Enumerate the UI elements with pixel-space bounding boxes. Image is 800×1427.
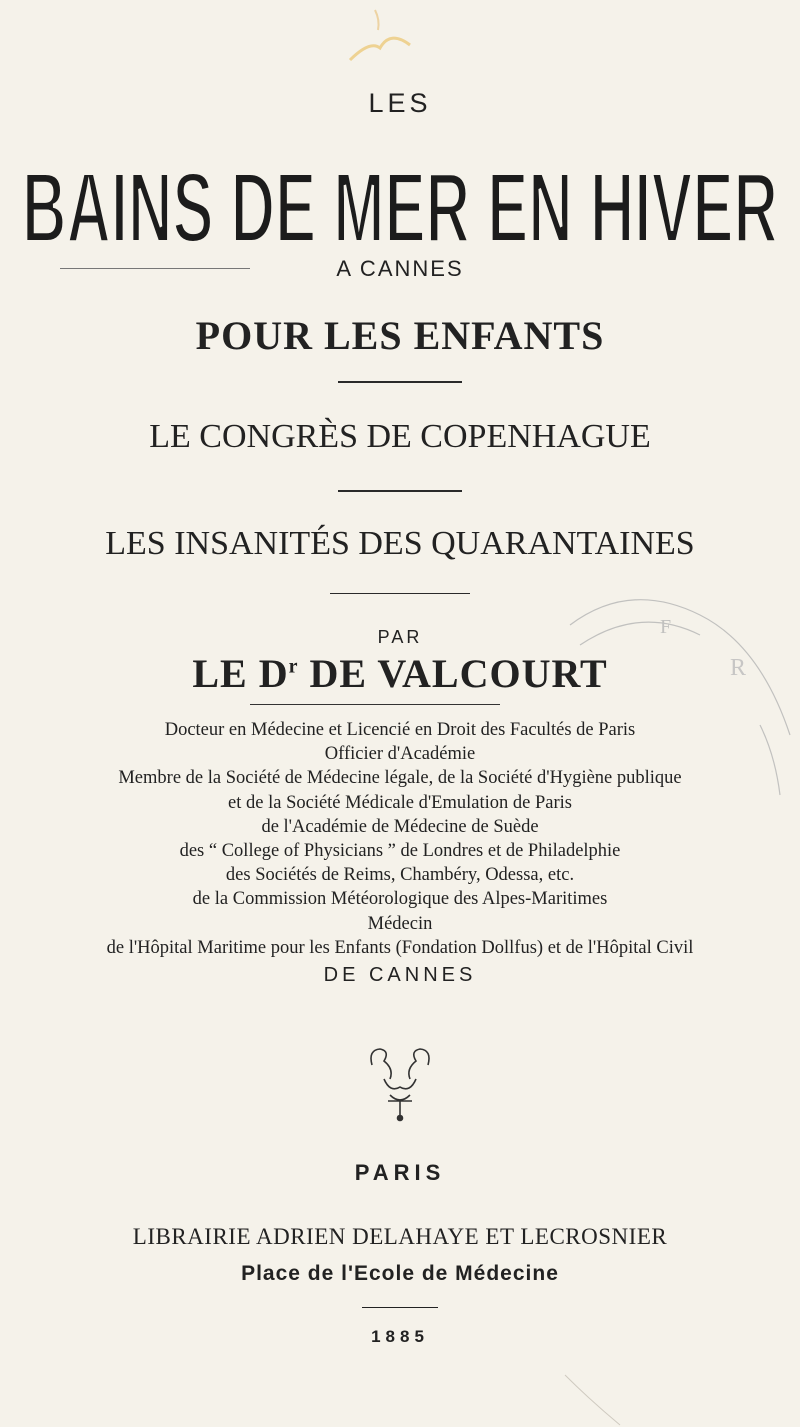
author-underline: [250, 704, 500, 705]
divider-1: [338, 381, 462, 383]
year-rule: [362, 1307, 438, 1308]
city: DE CANNES: [323, 964, 477, 986]
credential-line: Médecin: [367, 913, 433, 934]
credentials: [0, 718, 800, 960]
title-small: LES: [368, 88, 432, 118]
main-title-text: BAINS DE MER EN HIVER: [22, 152, 778, 250]
address: Place de l'Ecole de Médecine: [241, 1262, 559, 1285]
credential-line: Docteur en Médecine et Licencié en Droit des Facultés de Paris: [164, 720, 636, 740]
year: 1885: [371, 1327, 429, 1346]
credential-line: de la Commission Météorologique des Alpes-Maritimes: [192, 889, 608, 910]
section-congress: LE CONGRÈS DE COPENHAGUE: [149, 418, 651, 455]
divider-3: [330, 593, 470, 594]
publisher: LIBRAIRIE ADRIEN DELAHAYE ET LECROSNIER: [132, 1224, 668, 1249]
credential-line: de l'Académie de Médecine de Suède: [261, 816, 539, 837]
section-quarantines: LES INSANITÉS DES QUARANTAINES: [105, 525, 695, 562]
subtitle-children: POUR LES ENFANTS: [195, 313, 605, 358]
credential-line: et de la Société Médicale d'Emulation de Paris: [228, 792, 572, 813]
credential-line: de l'Hôpital Maritime pour les Enfants (Fondation Dollfus) et de l'Hôpital Civil: [106, 937, 694, 958]
main-title-svg: [0, 130, 800, 250]
paper-mark: [560, 1370, 640, 1427]
stain-top: [320, 0, 440, 70]
main-title: [0, 130, 800, 250]
author-sup: r: [288, 655, 299, 678]
svg-text:F: F: [660, 616, 672, 638]
credential-line: des Sociétés de Reims, Chambéry, Odessa, etc.: [225, 865, 575, 886]
credential-line: Membre de la Société de Médecine légale, de la Société d'Hygiène publique: [118, 768, 682, 789]
by-label: PAR: [377, 627, 423, 647]
printer-ornament-icon: [350, 1035, 450, 1125]
author-name: DE VALCOURT: [298, 651, 608, 696]
credential-line: Officier d'Académie: [324, 744, 476, 765]
subtitle-place: A CANNES: [336, 256, 464, 281]
imprint-city: PARIS: [354, 1160, 446, 1185]
author-prefix: LE D: [192, 651, 289, 696]
divider-2: [338, 490, 462, 492]
author: [0, 650, 800, 697]
svg-text:R: R: [730, 655, 747, 681]
credential-line: des “ College of Physicians ” de Londres et de Philadelphie: [179, 841, 621, 862]
